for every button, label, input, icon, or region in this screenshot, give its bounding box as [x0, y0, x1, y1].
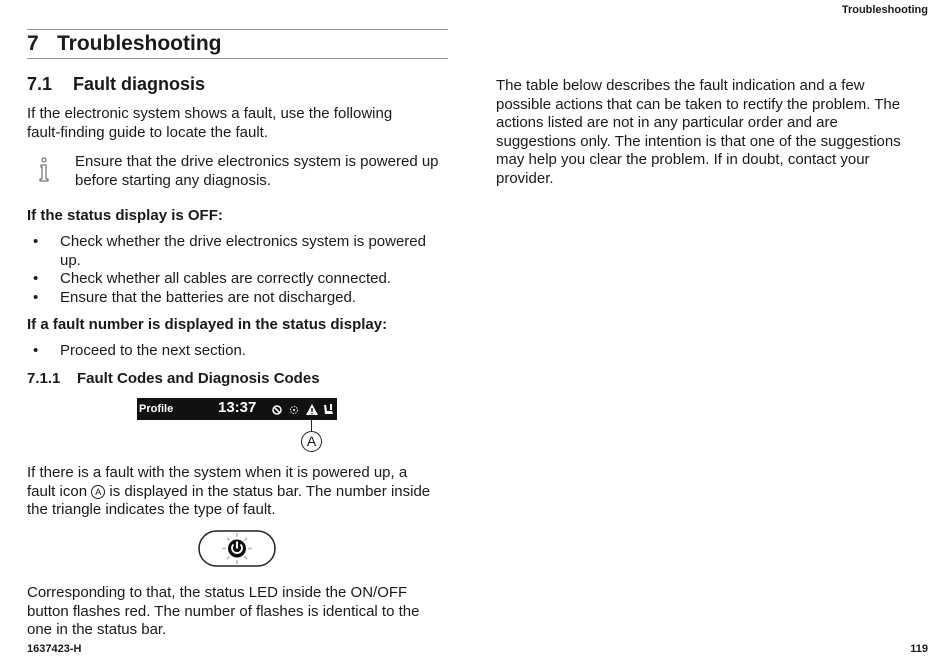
seat-icon — [322, 401, 334, 417]
section-number: 7.1 — [27, 74, 53, 94]
marker-a: A — [301, 431, 322, 452]
fault-icon-paragraph: If there is a fault with the system when it is powered up, a fault icon A is displayed in the status bar. The number inside the triangle indicates the type of fault. — [27, 464, 431, 518]
status-bar-profile: Profile — [139, 403, 174, 415]
chapter-top-rule — [27, 29, 448, 30]
subsection-title: Fault Codes and Diagnosis Codes — [77, 370, 320, 387]
status-off-list — [27, 233, 448, 307]
right-column-paragraph: The table below describes the fault indication and a few possible actions that can be taken to rectify the problem. The actions listed are not in any particular order and are suggestions only. The intention is that one of the suggestions may help you clear the problem. If in doubt, contact your provider. — [496, 77, 901, 187]
list-item: • Proceed to the next section. — [33, 342, 246, 359]
status-off-heading: If the status display is OFF: — [27, 207, 223, 224]
subsection-heading — [27, 370, 320, 387]
footer-page-number: 119 — [910, 643, 928, 655]
fault-number-list — [27, 342, 448, 361]
list-item: • Ensure that the batteries are not discharged. — [33, 288, 357, 306]
section-heading — [27, 74, 205, 95]
on-off-button-icon — [198, 530, 276, 567]
note-text: Ensure that the drive electronics system is powered up before starting any diagnosis. — [75, 153, 439, 189]
chapter-number: 7 — [27, 32, 39, 55]
running-header: Troubleshooting — [841, 4, 928, 16]
status-bar-time: 13:37 — [218, 399, 257, 416]
list-item: • Check whether all cables are correctly connected. — [33, 270, 391, 287]
fault-number-heading: If a fault number is displayed in the status display: — [27, 316, 388, 333]
chapter-bottom-rule — [27, 58, 448, 59]
subsection-number: 7.1.1 — [27, 370, 61, 387]
status-bar-figure — [137, 398, 337, 420]
info-icon — [37, 157, 51, 183]
chapter-title: Troubleshooting — [57, 32, 222, 55]
inline-marker-a: A — [91, 485, 105, 499]
warning-triangle-icon — [305, 401, 319, 417]
led-paragraph: Corresponding to that, the status LED inside the ON/OFF button flashes red. The number of flashes is identical to the one in the status bar. — [27, 584, 420, 638]
intro-paragraph: If the electronic system shows a fault, use the following fault-finding guide to locate the fault. — [27, 105, 393, 141]
list-item: • Check whether the drive electronics system is powered up. — [33, 233, 426, 269]
section-title: Fault diagnosis — [73, 74, 206, 94]
marker-leader-line — [311, 420, 312, 431]
chapter-heading — [27, 32, 221, 56]
footer-doc-id: 1637423-H — [27, 643, 82, 655]
no-entry-icon — [271, 401, 283, 417]
dots-circle-icon — [288, 401, 300, 417]
